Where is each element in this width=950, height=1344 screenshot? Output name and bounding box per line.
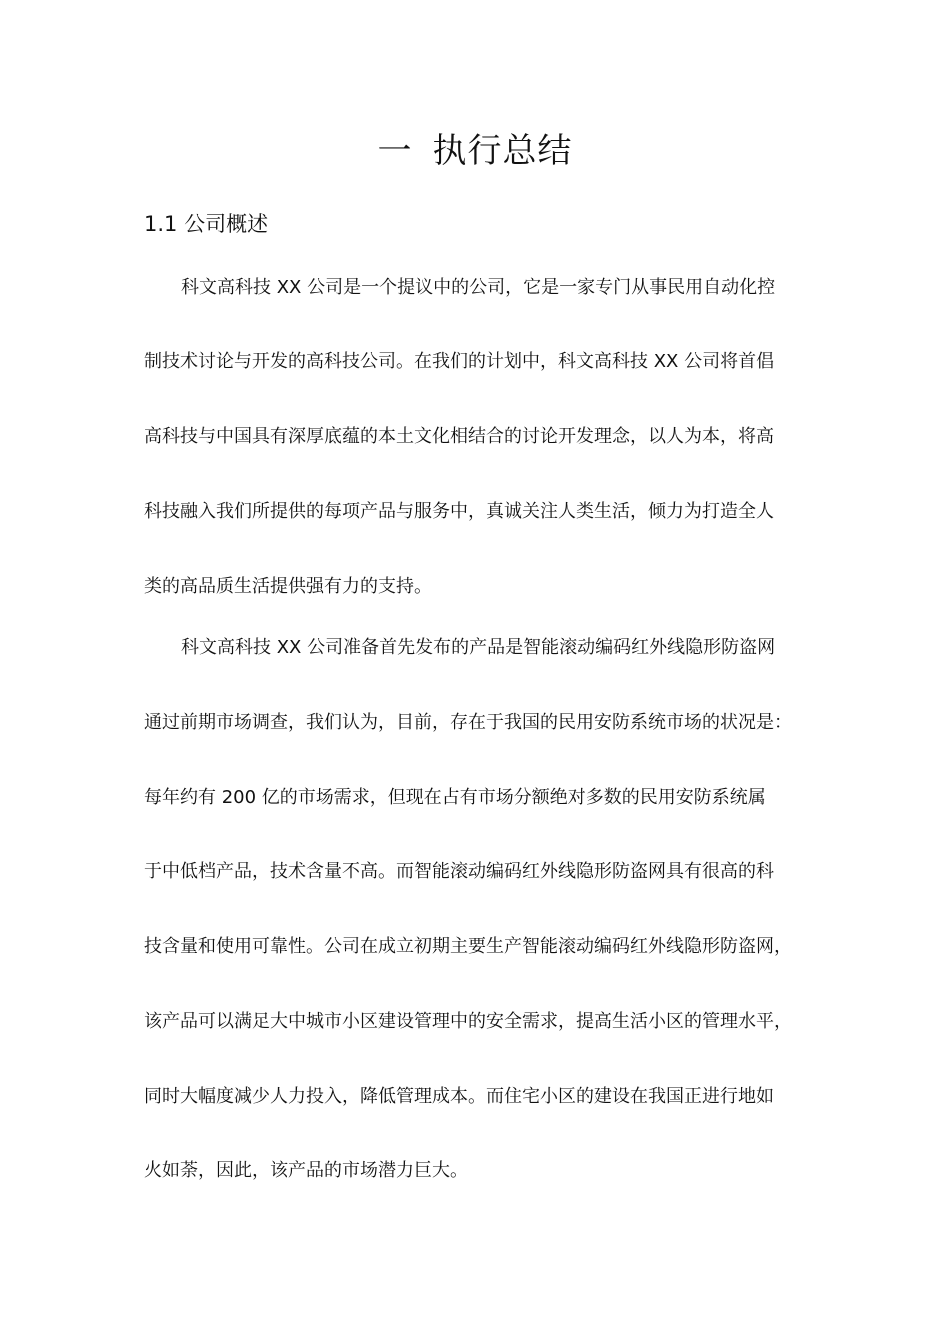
section-title: 1.1 公司概述: [144, 212, 269, 236]
paragraph-2-line-6: 该产品可以满足大中城市小区建设管理中的安全需求，提高生活小区的管理水平，: [144, 1011, 792, 1032]
paragraph-1-line-1: 科文高科技 XX 公司是一个提议中的公司，它是一家专门从事民用自动化控: [181, 277, 776, 298]
paragraph-1-line-2: 制技术讨论与开发的高科技公司。在我们的计划中，科文高科技 XX 公司将首倡: [144, 351, 775, 372]
paragraph-2-line-5: 技含量和使用可靠性。公司在成立初期主要生产智能滚动编码红外线隐形防盗网，: [144, 936, 792, 957]
paragraph-2-line-3: 每年约有 200 亿的市场需求，但现在占有市场分额绝对多数的民用安防系统属: [144, 787, 766, 808]
paragraph-2-line-4: 于中低档产品，技术含量不高。而智能滚动编码红外线隐形防盗网具有很高的科: [144, 861, 774, 882]
paragraph-2-line-7: 同时大幅度减少人力投入，降低管理成本。而住宅小区的建设在我国正进行地如: [144, 1086, 774, 1107]
paragraph-1-line-5: 类的高品质生活提供强有力的支持。: [144, 576, 432, 597]
chapter-title: [0, 128, 950, 174]
paragraph-2-line-2: 通过前期市场调查，我们认为，目前，存在于我国的民用安防系统市场的状况是：: [144, 712, 792, 733]
paragraph-2-line-8: 火如荼，因此，该产品的市场潜力巨大。: [144, 1160, 468, 1181]
paragraph-2-line-1: 科文高科技 XX 公司准备首先发布的产品是智能滚动编码红外线隐形防盗网: [181, 637, 776, 658]
paragraph-1-line-3: 高科技与中国具有深厚底蕴的本土文化相结合的讨论开发理念，以人为本，将高: [144, 426, 774, 447]
paragraph-1-line-4: 科技融入我们所提供的每项产品与服务中，真诚关注人类生活，倾力为打造全人: [144, 501, 774, 522]
chapter-title-text: 执行总结: [432, 131, 573, 171]
chapter-number: 一: [377, 131, 413, 171]
